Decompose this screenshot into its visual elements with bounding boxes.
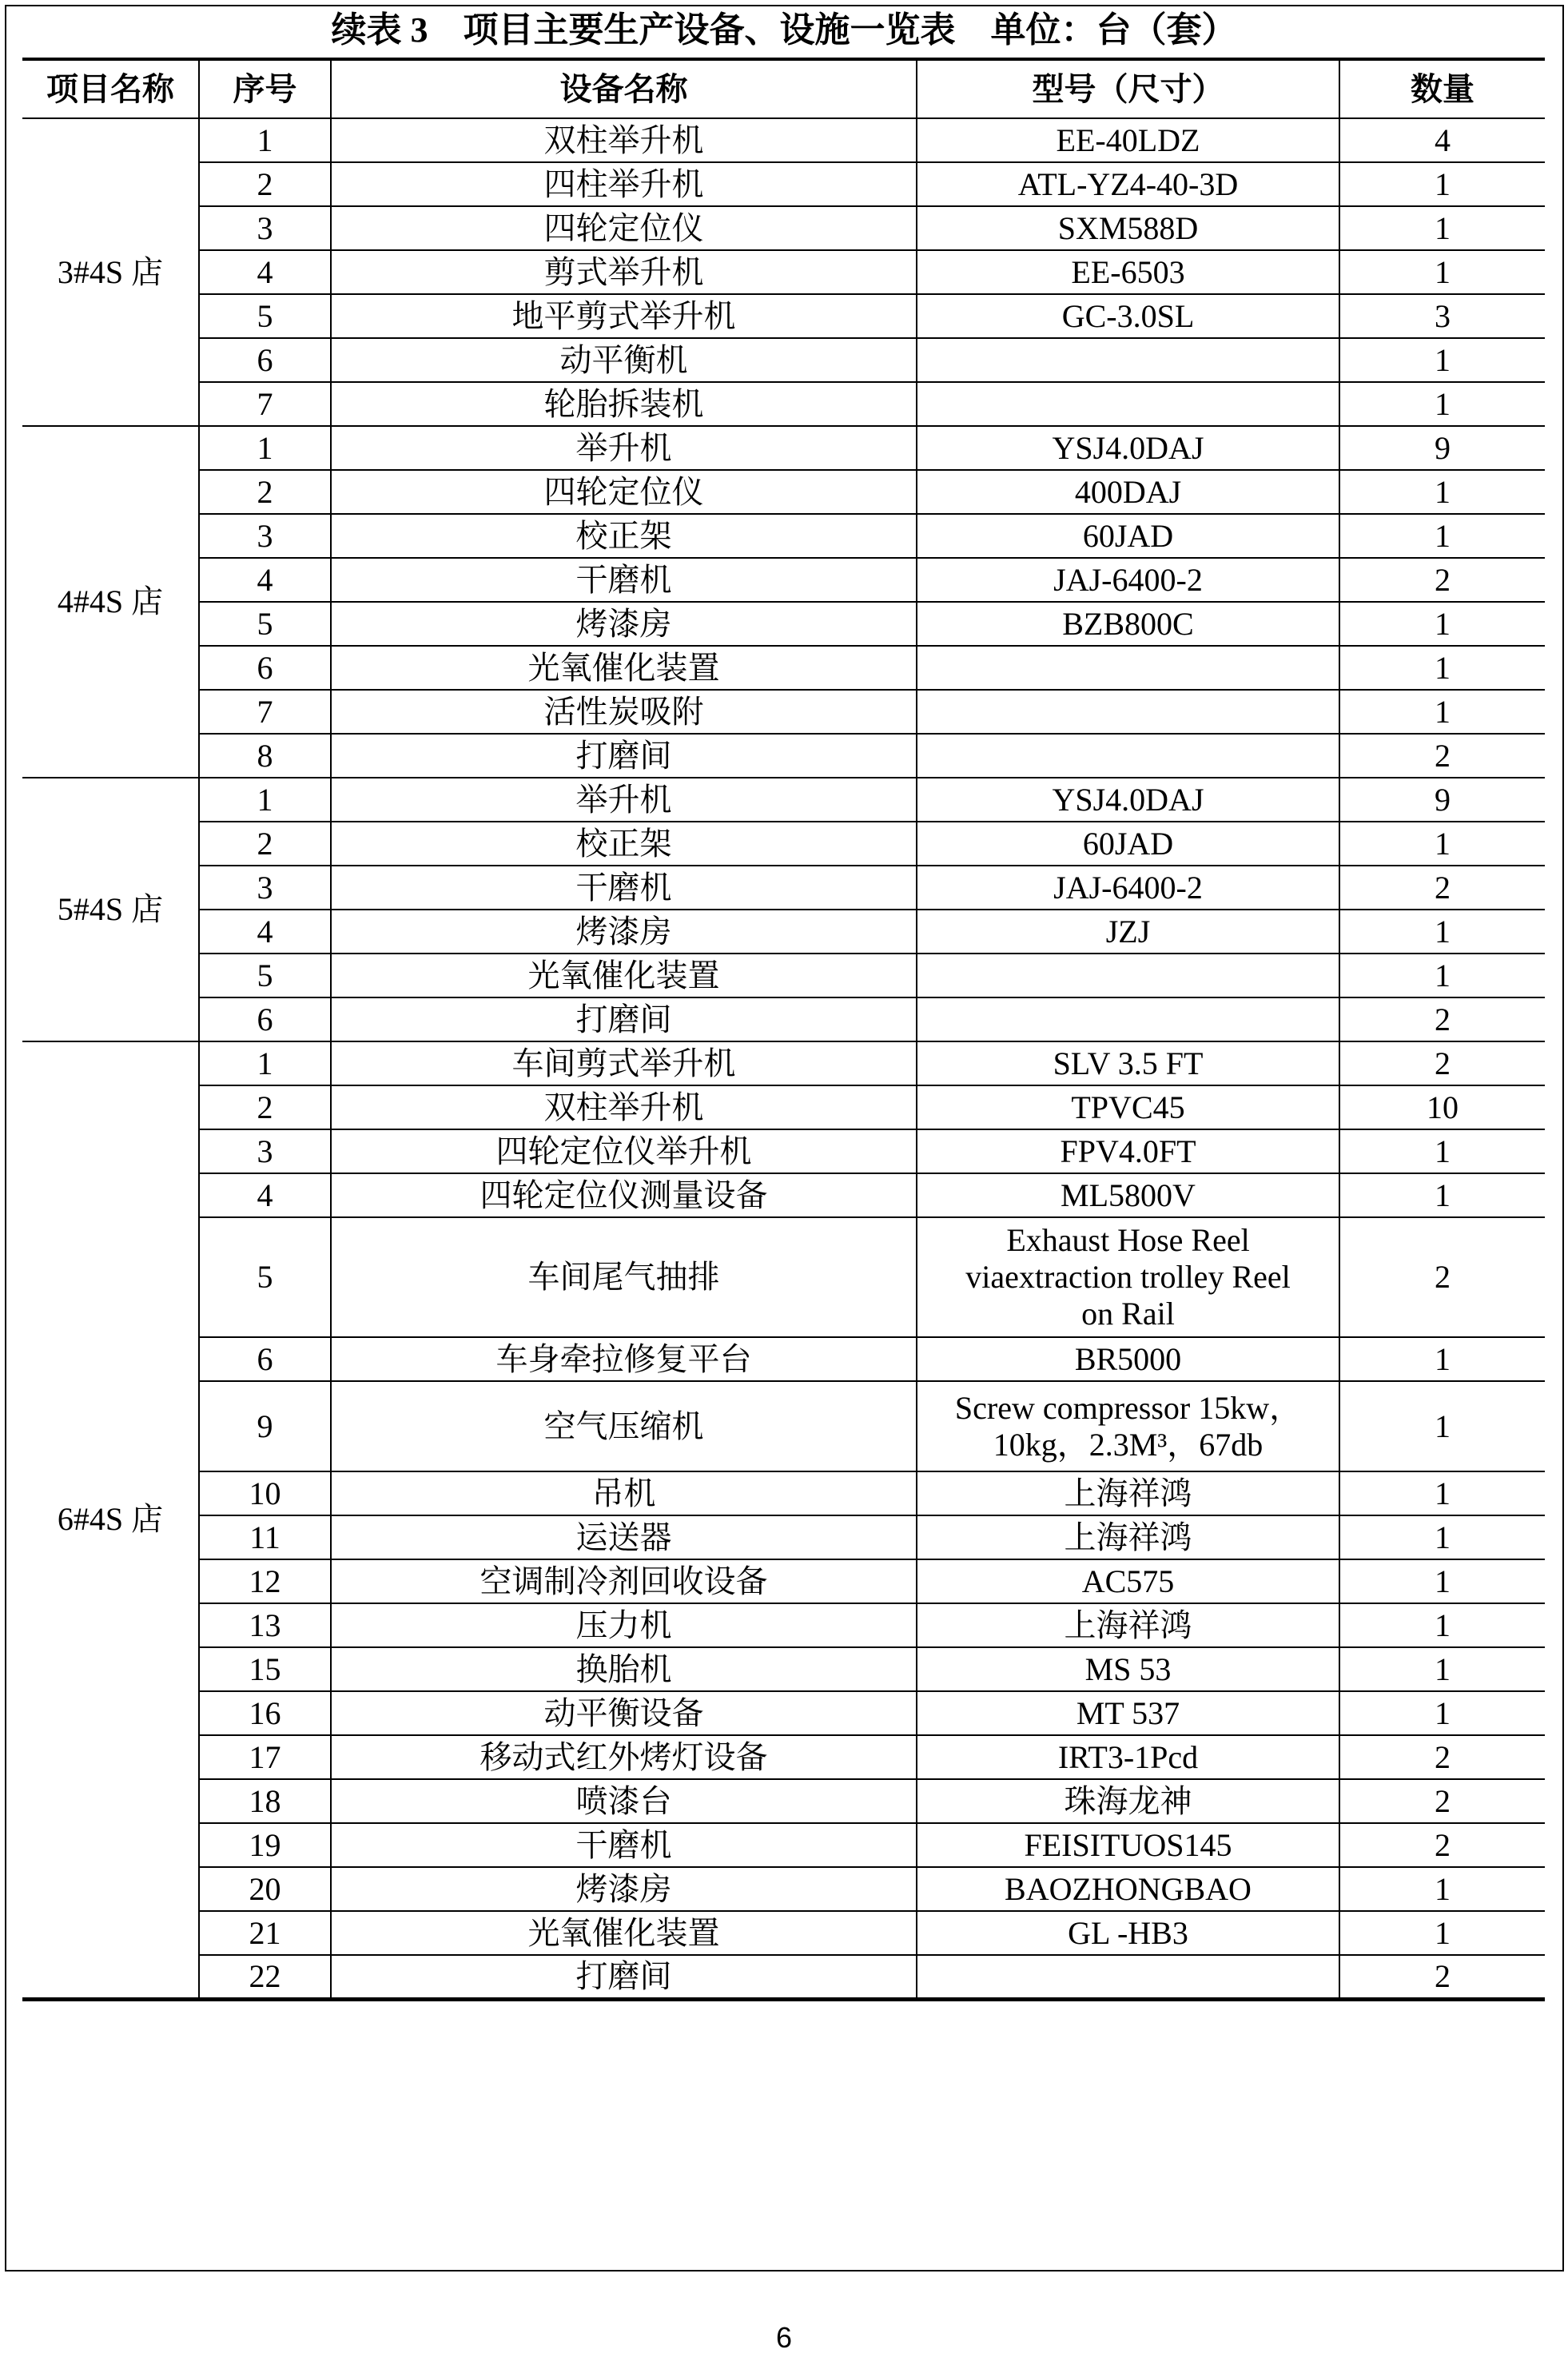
quantity-cell: 2 bbox=[1339, 1217, 1545, 1337]
serial-number-cell: 4 bbox=[199, 250, 331, 294]
quantity-cell: 1 bbox=[1339, 1911, 1545, 1955]
table-row bbox=[22, 162, 1545, 206]
table-row bbox=[22, 954, 1545, 997]
table-row bbox=[22, 1337, 1545, 1381]
model-cell: YSJ4.0DAJ bbox=[917, 778, 1339, 822]
equipment-name-cell: 地平剪式举升机 bbox=[331, 294, 917, 338]
header-equipment-name: 设备名称 bbox=[331, 59, 917, 118]
table-row bbox=[22, 1129, 1545, 1173]
project-name-cell: 5#4S 店 bbox=[22, 778, 199, 1041]
serial-number-cell: 9 bbox=[199, 1381, 331, 1471]
model-cell: EE-40LDZ bbox=[917, 118, 1339, 162]
equipment-name-cell: 光氧催化装置 bbox=[331, 646, 917, 690]
table-row bbox=[22, 690, 1545, 734]
model-cell: ATL-YZ4-40-3D bbox=[917, 162, 1339, 206]
quantity-cell: 1 bbox=[1339, 690, 1545, 734]
table-row bbox=[22, 1691, 1545, 1735]
equipment-name-cell: 活性炭吸附 bbox=[331, 690, 917, 734]
table-row bbox=[22, 250, 1545, 294]
table-row bbox=[22, 1559, 1545, 1603]
model-cell bbox=[917, 1217, 1339, 1337]
quantity-cell: 1 bbox=[1339, 470, 1545, 514]
equipment-name-cell: 烤漆房 bbox=[331, 1867, 917, 1911]
equipment-name-cell: 双柱举升机 bbox=[331, 1085, 917, 1129]
model-cell bbox=[917, 954, 1339, 997]
serial-number-cell: 10 bbox=[199, 1471, 331, 1515]
quantity-cell: 2 bbox=[1339, 1041, 1545, 1085]
quantity-cell: 2 bbox=[1339, 1735, 1545, 1779]
quantity-cell: 3 bbox=[1339, 294, 1545, 338]
model-cell bbox=[917, 382, 1339, 426]
model-cell: MS 53 bbox=[917, 1647, 1339, 1691]
project-name-cell: 4#4S 店 bbox=[22, 426, 199, 778]
table-row bbox=[22, 1603, 1545, 1647]
equipment-name-cell: 喷漆台 bbox=[331, 1779, 917, 1823]
quantity-cell: 1 bbox=[1339, 822, 1545, 866]
header-project: 项目名称 bbox=[22, 59, 199, 118]
serial-number-cell: 20 bbox=[199, 1867, 331, 1911]
serial-number-cell: 2 bbox=[199, 1085, 331, 1129]
quantity-cell: 1 bbox=[1339, 1337, 1545, 1381]
table-row bbox=[22, 1217, 1545, 1337]
equipment-name-cell: 剪式举升机 bbox=[331, 250, 917, 294]
equipment-name-cell: 四轮定位仪 bbox=[331, 470, 917, 514]
equipment-name-cell: 举升机 bbox=[331, 426, 917, 470]
serial-number-cell: 18 bbox=[199, 1779, 331, 1823]
quantity-cell: 1 bbox=[1339, 162, 1545, 206]
equipment-name-cell: 四轮定位仪测量设备 bbox=[331, 1173, 917, 1217]
model-cell: 400DAJ bbox=[917, 470, 1339, 514]
model-cell: MT 537 bbox=[917, 1691, 1339, 1735]
model-line: viaextraction trolley Reel bbox=[965, 1259, 1291, 1295]
equipment-name-cell: 运送器 bbox=[331, 1515, 917, 1559]
model-line: on Rail bbox=[1081, 1296, 1175, 1332]
quantity-cell: 10 bbox=[1339, 1085, 1545, 1129]
table-row bbox=[22, 1381, 1545, 1471]
serial-number-cell: 12 bbox=[199, 1559, 331, 1603]
quantity-cell: 1 bbox=[1339, 1691, 1545, 1735]
serial-number-cell: 5 bbox=[199, 602, 331, 646]
table-row bbox=[22, 426, 1545, 470]
equipment-name-cell: 车间剪式举升机 bbox=[331, 1041, 917, 1085]
serial-number-cell: 4 bbox=[199, 558, 331, 602]
serial-number-cell: 3 bbox=[199, 866, 331, 910]
model-cell bbox=[917, 646, 1339, 690]
model-cell: 上海祥鸿 bbox=[917, 1603, 1339, 1647]
table-row bbox=[22, 338, 1545, 382]
model-cell bbox=[917, 1381, 1339, 1471]
table-row bbox=[22, 822, 1545, 866]
table-row bbox=[22, 910, 1545, 954]
table-row bbox=[22, 1085, 1545, 1129]
header-quantity: 数量 bbox=[1339, 59, 1545, 118]
model-cell: IRT3-1Pcd bbox=[917, 1735, 1339, 1779]
equipment-name-cell: 换胎机 bbox=[331, 1647, 917, 1691]
model-cell: EE-6503 bbox=[917, 250, 1339, 294]
equipment-name-cell: 移动式红外烤灯设备 bbox=[331, 1735, 917, 1779]
serial-number-cell: 4 bbox=[199, 1173, 331, 1217]
equipment-name-cell: 压力机 bbox=[331, 1603, 917, 1647]
equipment-name-cell: 烤漆房 bbox=[331, 910, 917, 954]
serial-number-cell: 3 bbox=[199, 1129, 331, 1173]
model-cell: SLV 3.5 FT bbox=[917, 1041, 1339, 1085]
table-header bbox=[22, 59, 1545, 118]
equipment-name-cell: 举升机 bbox=[331, 778, 917, 822]
model-cell: SXM588D bbox=[917, 206, 1339, 250]
quantity-cell: 2 bbox=[1339, 866, 1545, 910]
serial-number-cell: 22 bbox=[199, 1955, 331, 1999]
table-row bbox=[22, 1471, 1545, 1515]
header-row bbox=[22, 59, 1545, 118]
serial-number-cell: 2 bbox=[199, 822, 331, 866]
equipment-name-cell: 干磨机 bbox=[331, 866, 917, 910]
serial-number-cell: 13 bbox=[199, 1603, 331, 1647]
quantity-cell: 4 bbox=[1339, 118, 1545, 162]
serial-number-cell: 2 bbox=[199, 470, 331, 514]
table-row bbox=[22, 1911, 1545, 1955]
model-cell: 60JAD bbox=[917, 822, 1339, 866]
table-body bbox=[22, 118, 1545, 1999]
equipment-name-cell: 空气压缩机 bbox=[331, 1381, 917, 1471]
equipment-name-cell: 光氧催化装置 bbox=[331, 954, 917, 997]
quantity-cell: 9 bbox=[1339, 778, 1545, 822]
quantity-cell: 1 bbox=[1339, 1129, 1545, 1173]
quantity-cell: 1 bbox=[1339, 206, 1545, 250]
model-cell: BAOZHONGBAO bbox=[917, 1867, 1339, 1911]
quantity-cell: 1 bbox=[1339, 1867, 1545, 1911]
equipment-name-cell: 打磨间 bbox=[331, 997, 917, 1041]
table-row bbox=[22, 1647, 1545, 1691]
equipment-name-cell: 校正架 bbox=[331, 822, 917, 866]
serial-number-cell: 8 bbox=[199, 734, 331, 778]
equipment-name-cell: 干磨机 bbox=[331, 558, 917, 602]
model-cell: TPVC45 bbox=[917, 1085, 1339, 1129]
model-cell: FEISITUOS145 bbox=[917, 1823, 1339, 1867]
equipment-name-cell: 四柱举升机 bbox=[331, 162, 917, 206]
serial-number-cell: 15 bbox=[199, 1647, 331, 1691]
model-cell: JAJ-6400-2 bbox=[917, 866, 1339, 910]
table-row bbox=[22, 646, 1545, 690]
quantity-cell: 2 bbox=[1339, 734, 1545, 778]
serial-number-cell: 1 bbox=[199, 426, 331, 470]
quantity-cell: 1 bbox=[1339, 250, 1545, 294]
table-row bbox=[22, 1041, 1545, 1085]
equipment-name-cell: 吊机 bbox=[331, 1471, 917, 1515]
serial-number-cell: 16 bbox=[199, 1691, 331, 1735]
model-line: Screw compressor 15kw， bbox=[954, 1389, 1302, 1426]
quantity-cell: 2 bbox=[1339, 1955, 1545, 1999]
model-cell bbox=[917, 690, 1339, 734]
equipment-name-cell: 车身牵拉修复平台 bbox=[331, 1337, 917, 1381]
table-caption: 续表 3 项目主要生产设备、设施一览表 单位：台（套） bbox=[331, 10, 1237, 50]
serial-number-cell: 1 bbox=[199, 1041, 331, 1085]
header-number: 序号 bbox=[199, 59, 331, 118]
quantity-cell: 1 bbox=[1339, 1647, 1545, 1691]
quantity-cell: 2 bbox=[1339, 997, 1545, 1041]
serial-number-cell: 19 bbox=[199, 1823, 331, 1867]
quantity-cell: 2 bbox=[1339, 558, 1545, 602]
equipment-name-cell: 轮胎拆装机 bbox=[331, 382, 917, 426]
model-cell: 上海祥鸿 bbox=[917, 1471, 1339, 1515]
serial-number-cell: 7 bbox=[199, 382, 331, 426]
model-cell: YSJ4.0DAJ bbox=[917, 426, 1339, 470]
model-cell: JAJ-6400-2 bbox=[917, 558, 1339, 602]
serial-number-cell: 5 bbox=[199, 1217, 331, 1337]
model-cell: GL -HB3 bbox=[917, 1911, 1339, 1955]
equipment-table bbox=[22, 58, 1545, 2001]
quantity-cell: 1 bbox=[1339, 646, 1545, 690]
quantity-cell: 1 bbox=[1339, 514, 1545, 558]
serial-number-cell: 21 bbox=[199, 1911, 331, 1955]
serial-number-cell: 1 bbox=[199, 778, 331, 822]
table-row bbox=[22, 1735, 1545, 1779]
model-cell: 珠海龙神 bbox=[917, 1779, 1339, 1823]
table-row bbox=[22, 1867, 1545, 1911]
quantity-cell: 1 bbox=[1339, 338, 1545, 382]
serial-number-cell: 5 bbox=[199, 954, 331, 997]
serial-number-cell: 6 bbox=[199, 646, 331, 690]
equipment-name-cell: 双柱举升机 bbox=[331, 118, 917, 162]
equipment-name-cell: 空调制冷剂回收设备 bbox=[331, 1559, 917, 1603]
table-row bbox=[22, 294, 1545, 338]
serial-number-cell: 3 bbox=[199, 514, 331, 558]
serial-number-cell: 2 bbox=[199, 162, 331, 206]
table-row bbox=[22, 602, 1545, 646]
equipment-name-cell: 动平衡机 bbox=[331, 338, 917, 382]
table-row bbox=[22, 1955, 1545, 1999]
model-cell bbox=[917, 338, 1339, 382]
model-cell: 60JAD bbox=[917, 514, 1339, 558]
header-model: 型号（尺寸） bbox=[917, 59, 1339, 118]
table-row bbox=[22, 470, 1545, 514]
equipment-name-cell: 校正架 bbox=[331, 514, 917, 558]
serial-number-cell: 17 bbox=[199, 1735, 331, 1779]
serial-number-cell: 7 bbox=[199, 690, 331, 734]
table-row bbox=[22, 1823, 1545, 1867]
model-cell: 上海祥鸿 bbox=[917, 1515, 1339, 1559]
table-row bbox=[22, 778, 1545, 822]
equipment-name-cell: 车间尾气抽排 bbox=[331, 1217, 917, 1337]
table-row bbox=[22, 866, 1545, 910]
table-row bbox=[22, 734, 1545, 778]
quantity-cell: 9 bbox=[1339, 426, 1545, 470]
equipment-name-cell: 四轮定位仪举升机 bbox=[331, 1129, 917, 1173]
model-cell: ML5800V bbox=[917, 1173, 1339, 1217]
table-row bbox=[22, 558, 1545, 602]
model-line: Exhaust Hose Reel bbox=[1006, 1222, 1250, 1258]
serial-number-cell: 4 bbox=[199, 910, 331, 954]
project-name-cell: 6#4S 店 bbox=[22, 1041, 199, 1999]
quantity-cell: 1 bbox=[1339, 602, 1545, 646]
table-row bbox=[22, 1779, 1545, 1823]
quantity-cell: 1 bbox=[1339, 910, 1545, 954]
model-cell bbox=[917, 734, 1339, 778]
serial-number-cell: 5 bbox=[199, 294, 331, 338]
model-cell: JZJ bbox=[917, 910, 1339, 954]
quantity-cell: 1 bbox=[1339, 1559, 1545, 1603]
model-cell: BR5000 bbox=[917, 1337, 1339, 1381]
model-cell: BZB800C bbox=[917, 602, 1339, 646]
serial-number-cell: 11 bbox=[199, 1515, 331, 1559]
serial-number-cell: 3 bbox=[199, 206, 331, 250]
equipment-name-cell: 动平衡设备 bbox=[331, 1691, 917, 1735]
equipment-name-cell: 干磨机 bbox=[331, 1823, 917, 1867]
serial-number-cell: 6 bbox=[199, 1337, 331, 1381]
table-row bbox=[22, 206, 1545, 250]
quantity-cell: 1 bbox=[1339, 382, 1545, 426]
quantity-cell: 1 bbox=[1339, 1471, 1545, 1515]
model-cell: FPV4.0FT bbox=[917, 1129, 1339, 1173]
quantity-cell: 2 bbox=[1339, 1823, 1545, 1867]
model-line: 10kg，2.3M³，67db bbox=[993, 1426, 1264, 1463]
quantity-cell: 1 bbox=[1339, 1381, 1545, 1471]
model-cell bbox=[917, 997, 1339, 1041]
quantity-cell: 2 bbox=[1339, 1779, 1545, 1823]
serial-number-cell: 1 bbox=[199, 118, 331, 162]
quantity-cell: 1 bbox=[1339, 1173, 1545, 1217]
equipment-name-cell: 打磨间 bbox=[331, 734, 917, 778]
equipment-name-cell: 烤漆房 bbox=[331, 602, 917, 646]
quantity-cell: 1 bbox=[1339, 1515, 1545, 1559]
table-row bbox=[22, 1173, 1545, 1217]
page-number: 6 bbox=[775, 2321, 793, 2354]
project-name-cell: 3#4S 店 bbox=[22, 118, 199, 426]
serial-number-cell: 6 bbox=[199, 338, 331, 382]
model-cell bbox=[917, 1955, 1339, 1999]
table-row bbox=[22, 1515, 1545, 1559]
table-row bbox=[22, 382, 1545, 426]
model-cell: AC575 bbox=[917, 1559, 1339, 1603]
equipment-name-cell: 光氧催化装置 bbox=[331, 1911, 917, 1955]
serial-number-cell: 6 bbox=[199, 997, 331, 1041]
model-cell: GC-3.0SL bbox=[917, 294, 1339, 338]
table-row bbox=[22, 514, 1545, 558]
table-row bbox=[22, 118, 1545, 162]
equipment-name-cell: 四轮定位仪 bbox=[331, 206, 917, 250]
quantity-cell: 1 bbox=[1339, 1603, 1545, 1647]
table-row bbox=[22, 997, 1545, 1041]
quantity-cell: 1 bbox=[1339, 954, 1545, 997]
equipment-name-cell: 打磨间 bbox=[331, 1955, 917, 1999]
